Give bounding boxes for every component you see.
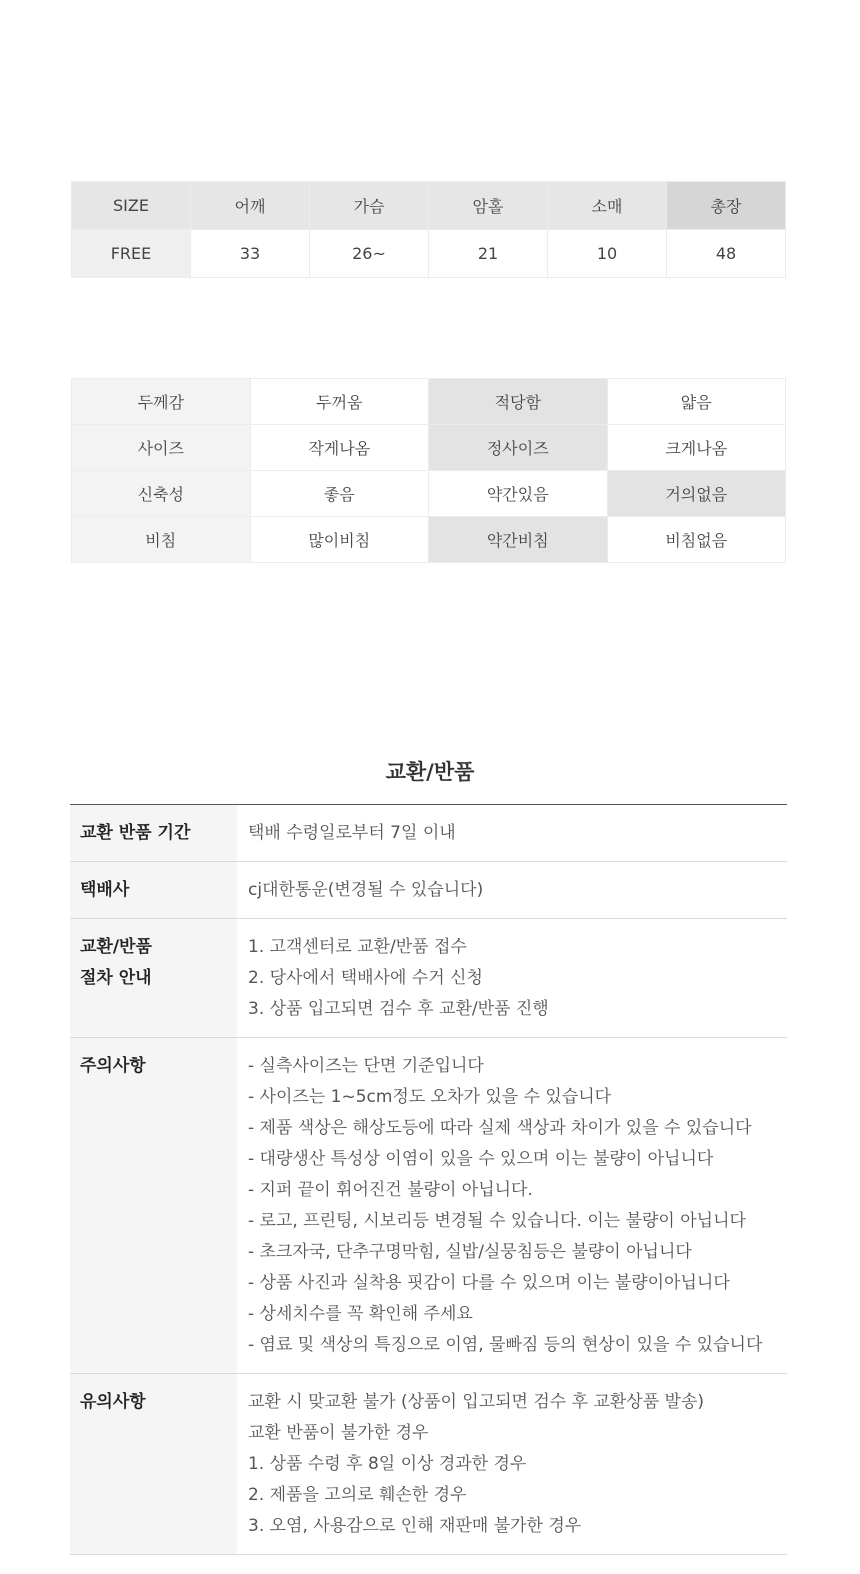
size-table-row bbox=[72, 230, 786, 278]
size-header-sleeve: 소매 bbox=[548, 182, 667, 230]
fit-option: 좋음 bbox=[250, 471, 429, 517]
content-line: cj대한통운(변경될 수 있습니다) bbox=[248, 880, 484, 900]
content-line: - 로고, 프린팅, 시보리등 변경될 수 있습니다. 이는 불량이 아닙니다 bbox=[248, 1211, 746, 1231]
size-value-armhole: 21 bbox=[429, 230, 548, 278]
fit-option-selected: 거의없음 bbox=[607, 471, 786, 517]
label-line: 택배사 bbox=[80, 880, 130, 900]
fit-row-elasticity bbox=[72, 471, 786, 517]
size-value-shoulder: 33 bbox=[191, 230, 310, 278]
exchange-row-label bbox=[70, 1038, 237, 1374]
content-line: 교환 시 맞교환 불가 (상품이 입고되면 검수 후 교환상품 발송) bbox=[248, 1392, 705, 1412]
exchange-row-courier bbox=[70, 862, 787, 919]
fit-row-size bbox=[72, 425, 786, 471]
exchange-row-notes bbox=[70, 1374, 787, 1555]
label-line: 유의사항 bbox=[80, 1392, 146, 1412]
exchange-row-content bbox=[237, 862, 787, 919]
content-line: 3. 상품 입고되면 검수 후 교환/반품 진행 bbox=[248, 999, 549, 1019]
fit-table bbox=[71, 378, 786, 563]
content-line: - 상세치수를 꼭 확인해 주세요 bbox=[248, 1304, 473, 1324]
fit-option-selected: 적당함 bbox=[429, 379, 608, 425]
content-line: - 초크자국, 단추구명막힘, 실밥/실뭉침등은 불량이 아닙니다 bbox=[248, 1242, 692, 1262]
size-header-armhole: 암홀 bbox=[429, 182, 548, 230]
exchange-row-period bbox=[70, 805, 787, 862]
exchange-row-content bbox=[237, 919, 787, 1038]
fit-label: 비침 bbox=[72, 517, 251, 563]
content-line: 1. 고객센터로 교환/반품 접수 bbox=[248, 937, 467, 957]
exchange-row-label bbox=[70, 919, 237, 1038]
label-line: 교환 반품 기간 bbox=[80, 823, 191, 843]
size-table-header-row bbox=[72, 182, 786, 230]
exchange-title: 교환/반품 bbox=[385, 760, 475, 784]
exchange-row-label bbox=[70, 862, 237, 919]
size-header-length: 총장 bbox=[667, 182, 786, 230]
content-line: 2. 당사에서 택배사에 수거 신청 bbox=[248, 968, 483, 988]
content-line: 2. 제품을 고의로 훼손한 경우 bbox=[248, 1485, 467, 1505]
exchange-row-content bbox=[237, 1038, 787, 1374]
fit-row-sheerness bbox=[72, 517, 786, 563]
content-line: - 지퍼 끝이 휘어진건 불량이 아닙니다. bbox=[248, 1180, 533, 1200]
exchange-table bbox=[70, 804, 787, 1555]
exchange-row-caution bbox=[70, 1038, 787, 1374]
fit-option-selected: 정사이즈 bbox=[429, 425, 608, 471]
exchange-row-procedure bbox=[70, 919, 787, 1038]
content-line: 택배 수령일로부터 7일 이내 bbox=[248, 823, 456, 843]
size-value-length: 48 bbox=[667, 230, 786, 278]
fit-option: 크게나옴 bbox=[607, 425, 786, 471]
exchange-row-content bbox=[237, 805, 787, 862]
size-header-chest: 가슴 bbox=[310, 182, 429, 230]
label-line: 교환/반품 bbox=[80, 937, 152, 957]
label-line: 절차 안내 bbox=[80, 968, 152, 988]
content-line: 교환 반품이 불가한 경우 bbox=[248, 1423, 429, 1443]
size-header-shoulder: 어깨 bbox=[191, 182, 310, 230]
content-line: - 상품 사진과 실착용 핏감이 다를 수 있으며 이는 불량이아닙니다 bbox=[248, 1273, 730, 1293]
fit-option: 두꺼움 bbox=[250, 379, 429, 425]
size-value-name: FREE bbox=[72, 230, 191, 278]
content-line: - 대량생산 특성상 이염이 있을 수 있으며 이는 불량이 아닙니다 bbox=[248, 1149, 714, 1169]
fit-row-thickness bbox=[72, 379, 786, 425]
label-line: 주의사항 bbox=[80, 1056, 146, 1076]
size-value-chest: 26~ bbox=[310, 230, 429, 278]
content-line: - 사이즈는 1~5cm정도 오차가 있을 수 있습니다 bbox=[248, 1087, 612, 1107]
size-header-size: SIZE bbox=[72, 182, 191, 230]
content-line: - 염료 및 색상의 특징으로 이염, 물빠짐 등의 현상이 있을 수 있습니다 bbox=[248, 1335, 763, 1355]
fit-option: 약간있음 bbox=[429, 471, 608, 517]
fit-label: 사이즈 bbox=[72, 425, 251, 471]
fit-label: 두께감 bbox=[72, 379, 251, 425]
content-line: - 실측사이즈는 단면 기준입니다 bbox=[248, 1056, 484, 1076]
content-line: 1. 상품 수령 후 8일 이상 경과한 경우 bbox=[248, 1454, 527, 1474]
content-line: 3. 오염, 사용감으로 인해 재판매 불가한 경우 bbox=[248, 1516, 582, 1536]
fit-option-selected: 약간비침 bbox=[429, 517, 608, 563]
content-line: - 제품 색상은 해상도등에 따라 실제 색상과 차이가 있을 수 있습니다 bbox=[248, 1118, 752, 1138]
exchange-row-label bbox=[70, 1374, 237, 1555]
size-table bbox=[71, 181, 786, 278]
fit-option: 많이비침 bbox=[250, 517, 429, 563]
size-value-sleeve: 10 bbox=[548, 230, 667, 278]
fit-option: 얇음 bbox=[607, 379, 786, 425]
exchange-row-content bbox=[237, 1374, 787, 1555]
exchange-row-label bbox=[70, 805, 237, 862]
fit-label: 신축성 bbox=[72, 471, 251, 517]
fit-option: 작게나옴 bbox=[250, 425, 429, 471]
fit-option: 비침없음 bbox=[607, 517, 786, 563]
